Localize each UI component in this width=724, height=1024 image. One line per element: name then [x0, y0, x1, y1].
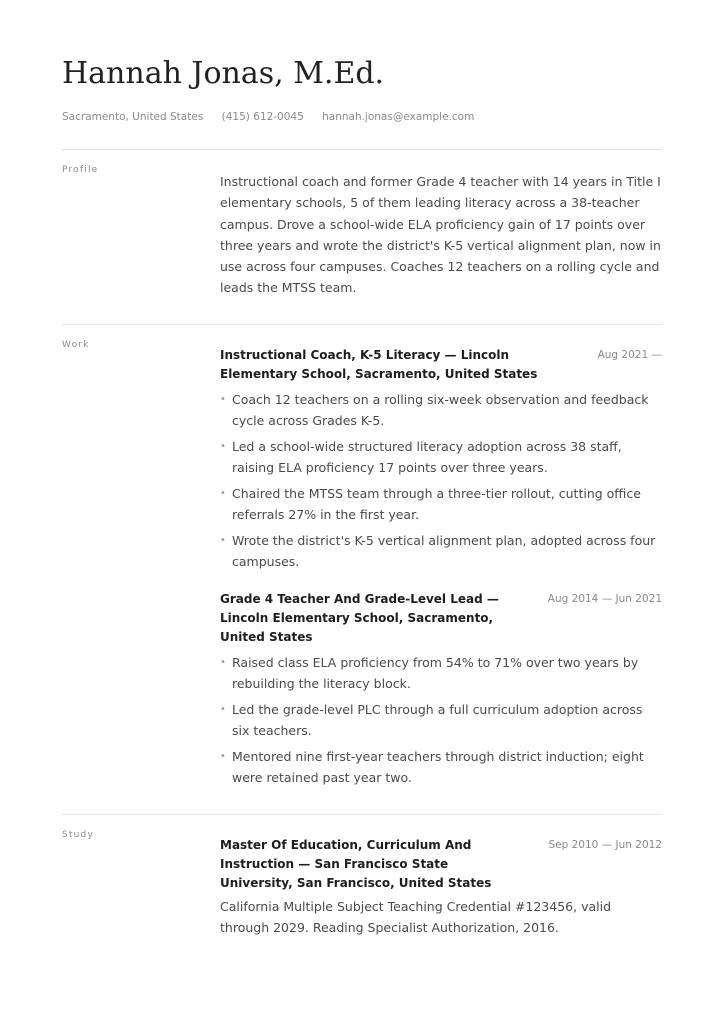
contact-email: hannah.jonas@example.com	[322, 111, 475, 123]
entry-dates: Aug 2021 —	[597, 349, 662, 361]
work-entry	[220, 590, 662, 788]
contact-line	[62, 109, 489, 125]
profile-text: Instructional coach and former Grade 4 teacher with 14 years in Title I elementary schools, 5 of them leading literacy across a 38-teacher campus. Drove a school-wide ELA proficiency gain of 17 points over three years and wrote the district's K-5 vertical alignment plan, now in use across four campuses. Coaches 12 teachers on a rolling cycle and leads the MTSS team.	[220, 174, 661, 296]
bullet-list	[220, 389, 662, 572]
divider	[62, 149, 662, 150]
entry-dates: Aug 2014 — Jun 2021	[547, 593, 662, 605]
contact-phone: (415) 612-0045	[221, 111, 304, 123]
divider	[62, 324, 662, 325]
bullet-item: • Led a school-wide structured literacy adoption across 38 staff, raising ELA proficiency 17 points over three years.	[220, 436, 662, 478]
divider	[62, 814, 662, 815]
study-entry	[220, 836, 662, 939]
bullet-item: • Mentored nine first-year teachers through district induction; eight were retained past year two.	[220, 746, 662, 788]
section-label-work: Work	[62, 340, 90, 350]
bullet-item: • Chaired the MTSS team through a three-tier rollout, cutting office referrals 27% in the first year.	[220, 483, 662, 525]
work-section	[220, 346, 662, 793]
bullet-item: • Raised class ELA proficiency from 54% to 71% over two years by rebuilding the literacy block.	[220, 652, 662, 694]
entry-title: Master Of Education, Curriculum And Instruction — San Francisco State University, San Francisco, United States	[220, 838, 492, 890]
entry-title: Grade 4 Teacher And Grade-Level Lead — Lincoln Elementary School, Sacramento, United States	[220, 592, 499, 644]
bullet-item: • Led the grade-level PLC through a full curriculum adoption across six teachers.	[220, 699, 662, 741]
bullet-list	[220, 652, 662, 788]
entry-dates: Sep 2010 — Jun 2012	[548, 839, 662, 851]
study-section	[220, 836, 662, 939]
profile-section	[220, 171, 662, 299]
bullet-item: • Wrote the district's K-5 vertical alignment plan, adopted across four campuses.	[220, 530, 662, 572]
contact-location: Sacramento, United States	[62, 111, 204, 123]
section-label-study: Study	[62, 830, 94, 840]
section-label-profile: Profile	[62, 165, 99, 175]
resume-name: Hannah Jonas, M.Ed.	[62, 56, 385, 91]
bullet-item: • Coach 12 teachers on a rolling six-week observation and feedback cycle across Grades K-5.	[220, 389, 662, 431]
work-entry	[220, 346, 662, 572]
study-description: California Multiple Subject Teaching Credential #123456, valid through 2029. Reading Specialist Authorization, 2016.	[220, 899, 612, 936]
entry-title: Instructional Coach, K-5 Literacy — Lincoln Elementary School, Sacramento, United States	[220, 348, 538, 381]
